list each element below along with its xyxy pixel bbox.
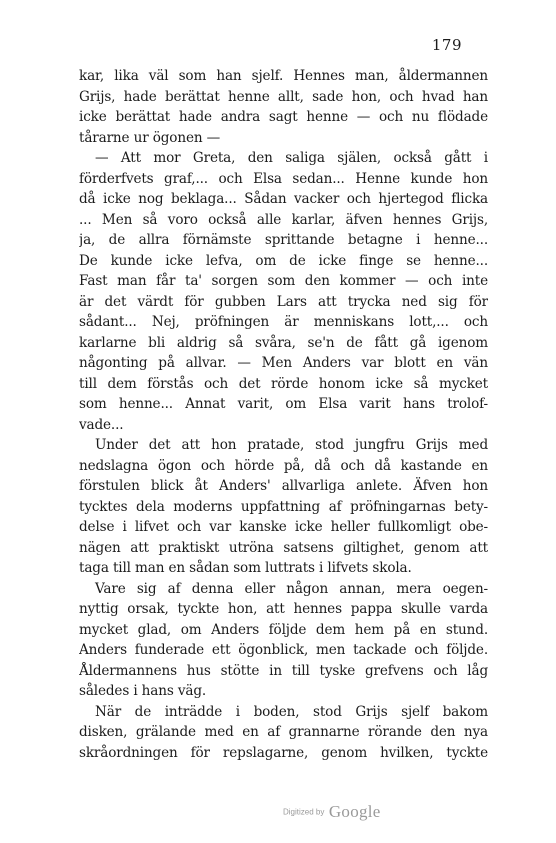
text-line: Under det att hon pratade, stod jungfru Grijs med bbox=[95, 437, 488, 453]
text-line: vade... bbox=[79, 416, 124, 433]
text-line: delse i lifvet och var kanske icke heller fullkomligt obe- bbox=[79, 519, 488, 535]
text-line: — Att mor Greta, den saliga själen, också gått i bbox=[95, 150, 488, 166]
text-line: Fast man får ta' sorgen som den kommer — och inte bbox=[79, 273, 488, 289]
text-line: förderfvets graf,... och Elsa sedan... Henne kunde hon bbox=[79, 170, 488, 187]
page-number: 179 bbox=[431, 36, 462, 54]
text-line: karlarne bli aldrig så svåra, se'n de fått gå igenom bbox=[79, 334, 488, 351]
text-line: disken, grälande med en af grannarne rörande den nya bbox=[79, 724, 488, 740]
text-line: mycket glad, om Anders följde dem hem på en stund. bbox=[79, 621, 488, 638]
text-line: förstulen blick åt Anders' allvarliga anlete. Äfven hon bbox=[79, 478, 488, 494]
text-line: nyttig orsak, tyckte hon, att hennes pappa skulle varda bbox=[79, 601, 488, 617]
text-line: När de inträdde i boden, stod Grijs sjelf bakom bbox=[95, 703, 488, 720]
text-line: ja, de allra förnämste sprittande betagne i henne... bbox=[79, 232, 488, 248]
text-line: tycktes dela moderns uppfattning af pröfningarnas bety- bbox=[79, 498, 488, 515]
text-line: Grijs, hade berättat henne allt, sade hon, och hvad han bbox=[79, 88, 488, 105]
text-line: De kunde icke lefva, om de icke finge se henne... bbox=[79, 252, 488, 269]
text-line: Vare sig af denna eller någon annan, mera oegen- bbox=[95, 580, 488, 597]
google-logo: Google bbox=[328, 802, 381, 821]
digitized-by-label: Digitized by bbox=[283, 807, 325, 817]
text-line: Åldermannens hus stötte in till tyske grefvens och låg bbox=[79, 662, 488, 679]
text-line: icke berättat hade andra sagt henne — och nu flödade bbox=[79, 109, 488, 125]
text-line: ... Men så voro också alle karlar, äfven hennes Grijs, bbox=[79, 211, 488, 228]
text-line: till dem förstås och det rörde honom icke så mycket bbox=[79, 375, 488, 392]
digitization-watermark bbox=[283, 802, 381, 822]
text-line: Anders funderade ett ögonblick, men tackade och följde. bbox=[79, 642, 488, 658]
text-line: taga till man en sådan som luttrats i lifvets skola. bbox=[79, 560, 412, 576]
text-line: sådant... Nej, pröfningen är menniskans lott,... och bbox=[79, 314, 488, 330]
text-line: då icke nog beklaga... Sådan vacker och hjertegod flicka bbox=[79, 191, 488, 207]
text-line: någonting på allvar. — Men Anders var blott en vän bbox=[79, 355, 488, 371]
text-line: som henne... Annat varit, om Elsa varit hans trolof- bbox=[79, 396, 488, 412]
text-line: nedslagna ögon och hörde på, då och då kastande en bbox=[79, 457, 488, 474]
text-line: är det värdt för gubben Lars att trycka ned sig för bbox=[79, 293, 488, 310]
text-line: skråordningen för repslagarne, genom hvilken, tyckte bbox=[79, 744, 488, 761]
text-line: kar, lika väl som han sjelf. Hennes man, åldermannen bbox=[79, 68, 488, 84]
text-line: nägen att praktiskt utröna satsens giltighet, genom att bbox=[79, 539, 488, 556]
body-text bbox=[79, 66, 488, 763]
text-line: således i hans väg. bbox=[79, 683, 207, 699]
text-line: tårarne ur ögonen — bbox=[79, 129, 221, 146]
